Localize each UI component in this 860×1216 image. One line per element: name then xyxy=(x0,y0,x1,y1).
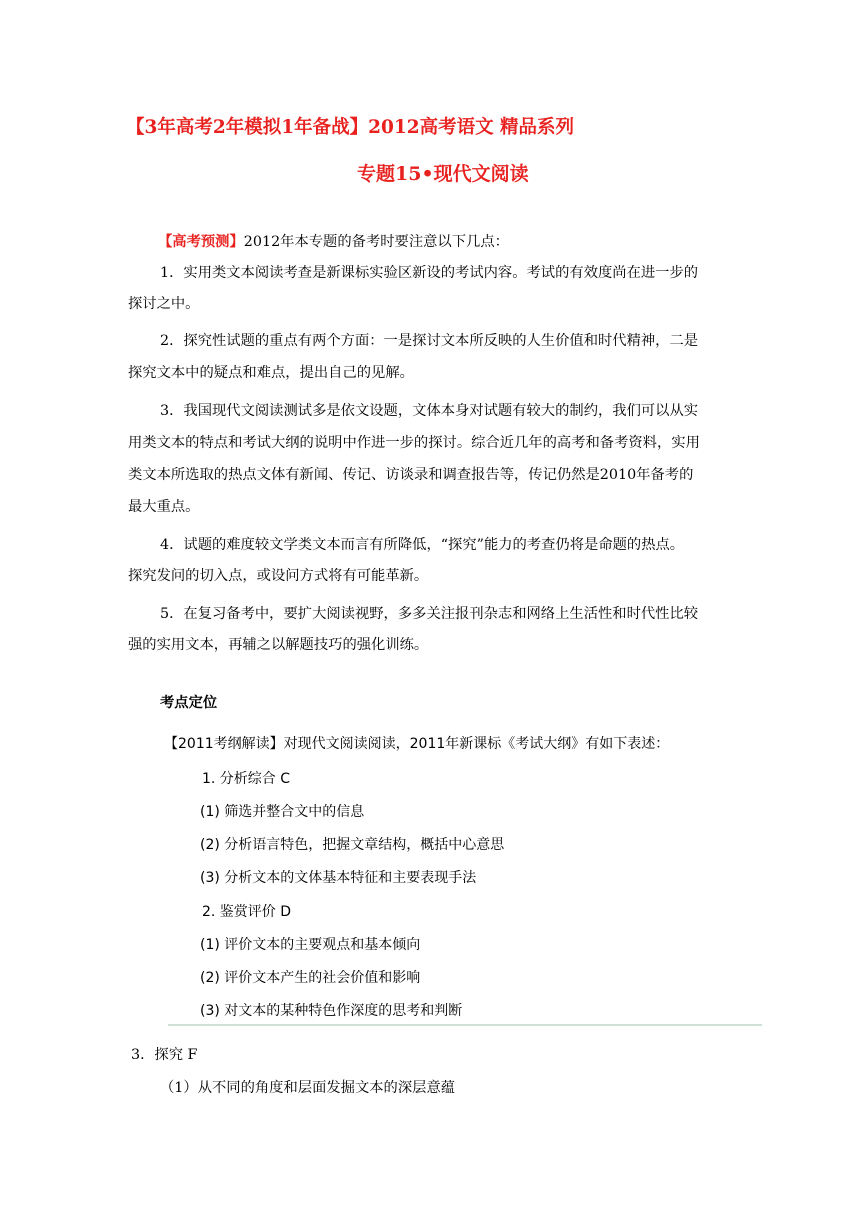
outline-item: (1) 评价文本的主要观点和基本倾向 xyxy=(200,937,421,953)
forecast-line: 1．实用类文本阅读考查是新课标实验区新设的考试内容。考试的有效度尚在进一步的 xyxy=(160,265,699,281)
forecast-line: 2．探究性试题的重点有两个方面：一是探讨文本所反映的人生价值和时代精神，二是 xyxy=(160,333,699,349)
outline-item: (1) 筛选并整合文中的信息 xyxy=(200,804,365,820)
forecast-line: 强的实用文本，再辅之以解题技巧的强化训练。 xyxy=(128,637,429,653)
forecast-line: 4．试题的难度较文学类文本而言有所降低，“探究”能力的考查仍将是命题的热点。 xyxy=(160,537,685,553)
divider xyxy=(168,1024,762,1026)
forecast-line: 最大重点。 xyxy=(128,499,200,515)
outline-intro: 对现代文阅读阅读，2011年新课标《考试大纲》有如下表述： xyxy=(283,736,670,752)
forecast-line: 5．在复习备考中，要扩大阅读视野，多多关注报刊杂志和网络上生活性和时代性比较 xyxy=(160,606,699,622)
tail-line: 3．探究 F xyxy=(131,1047,198,1063)
forecast-tag: 【高考预测】 xyxy=(158,234,244,250)
forecast-heading xyxy=(158,235,509,249)
forecast-line: 探究发问的切入点，或设问方式将有可能革新。 xyxy=(128,568,429,584)
forecast-line: 用类文本的特点和考试大纲的说明中作进一步的探讨。综合近几年的高考和备考资料，实用 xyxy=(128,435,700,451)
outline-item: (3) 分析文本的文体基本特征和主要表现手法 xyxy=(200,870,477,886)
forecast-line: 类文本所选取的热点文体有新闻、传记、访谈录和调查报告等，传记仍然是2010年备考的 xyxy=(128,467,694,483)
forecast-line: 探究文本中的疑点和难点，提出自己的见解。 xyxy=(128,365,414,381)
outline-item: (2) 评价文本产生的社会价值和影响 xyxy=(200,970,421,986)
outline-heading xyxy=(164,733,669,753)
forecast-line: 探讨之中。 xyxy=(128,296,200,312)
tail-line: （1）从不同的角度和层面发掘文本的深层意蕴 xyxy=(160,1080,456,1096)
outline-item: 1. 分析综合 C xyxy=(202,771,291,787)
exam-outline-image xyxy=(164,727,764,1027)
outline-item: (2) 分析语言特色，把握文章结构，概括中心意思 xyxy=(200,837,505,853)
document-subtitle: 专题15•现代文阅读 xyxy=(357,163,529,185)
outline-item: (3) 对文本的某种特色作深度的思考和判断 xyxy=(200,1003,463,1019)
outline-item: 2. 鉴赏评价 D xyxy=(202,904,292,920)
forecast-intro: 2012年本专题的备考时要注意以下几点： xyxy=(243,234,509,250)
document-title: 【3年高考2年模拟1年备战】2012高考语文 精品系列 xyxy=(126,117,575,138)
forecast-line: 3．我国现代文阅读测试多是依文设题，文体本身对试题有较大的制约，我们可以从实 xyxy=(160,403,699,419)
section-heading: 考点定位 xyxy=(160,695,218,711)
outline-tag: 【2011考纲解读】 xyxy=(164,736,284,752)
